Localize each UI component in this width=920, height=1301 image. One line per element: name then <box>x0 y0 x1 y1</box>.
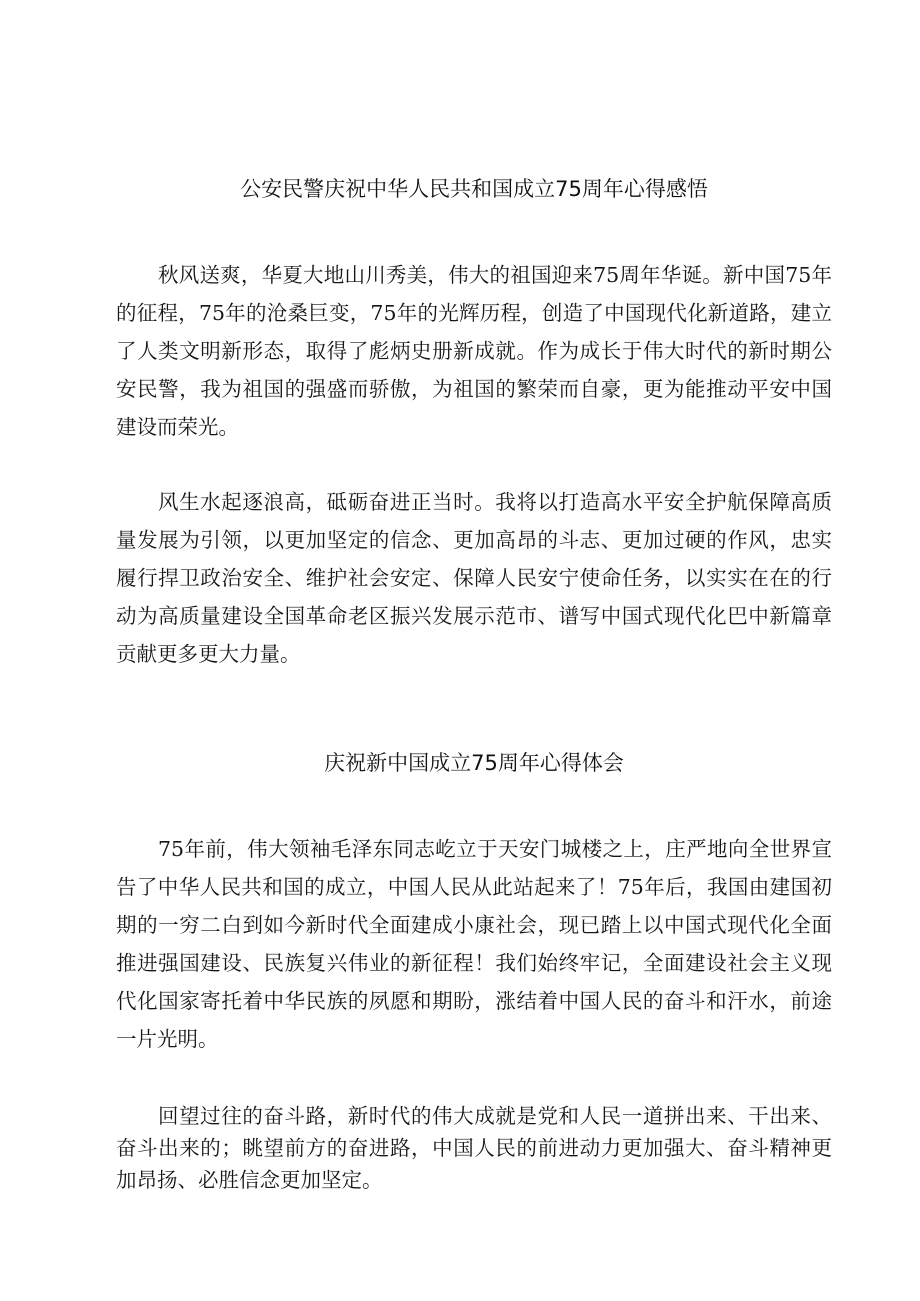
section-title-2: 庆祝新中国成立75周年心得体会 <box>324 751 624 775</box>
section-2-paragraph-1: 75年前，伟大领袖毛泽东同志屹立于天安门城楼之上，庄严地向全世界宣告了中华人民共和国的成立，中国人民从此站起来了！75年后，我国由建国初期的一穷二白到如今新时代全面建成小康社会，现已踏上以中国式现代化全面推进强国建设、民族复兴伟业的新征程！我们始终牢记，全面建设社会主义现代化国家寄托着中华民族的夙愿和期盼，涨结着中国人民的奋斗和汗水，前途一片光明。 <box>116 837 832 1051</box>
section-1-paragraph-2: 风生水起逐浪高，砥砺奋进正当时。我将以打造高水平安全护航保障高质量发展为引领，以更加坚定的信念、更加高昂的斗志、更加过硬的作风，忠实履行捍卫政治安全、维护社会安定、保障人民安宁使命任务，以实实在在的行动为高质量建设全国革命老区振兴发展示范市、谱写中国式现代化巴中新篇章贡献更多更大力量。 <box>116 490 832 666</box>
section-title-1: 公安民警庆祝中华人民共和国成立75周年心得感悟 <box>240 177 708 201</box>
section-2-paragraph-2: 回望过往的奋斗路，新时代的伟大成就是党和人民一道拼出来、干出来、奋斗出来的；眺望前方的奋进路，中国人民的前进动力更加强大、奋斗精神更加昂扬、必胜信念更加坚定。 <box>116 1104 832 1192</box>
section-1-paragraph-1: 秋风送爽，华夏大地山川秀美，伟大的祖国迎来75周年华诞。新中国75年的征程，75年的沧桑巨变，75年的光辉历程，创造了中国现代化新道路，建立了人类文明新形态，取得了彪炳史册新成就。作为成长于伟大时代的新时期公安民警，我为祖国的强盛而骄傲，为祖国的繁荣而自豪，更为能推动平安中国建设而荣光。 <box>116 263 832 439</box>
